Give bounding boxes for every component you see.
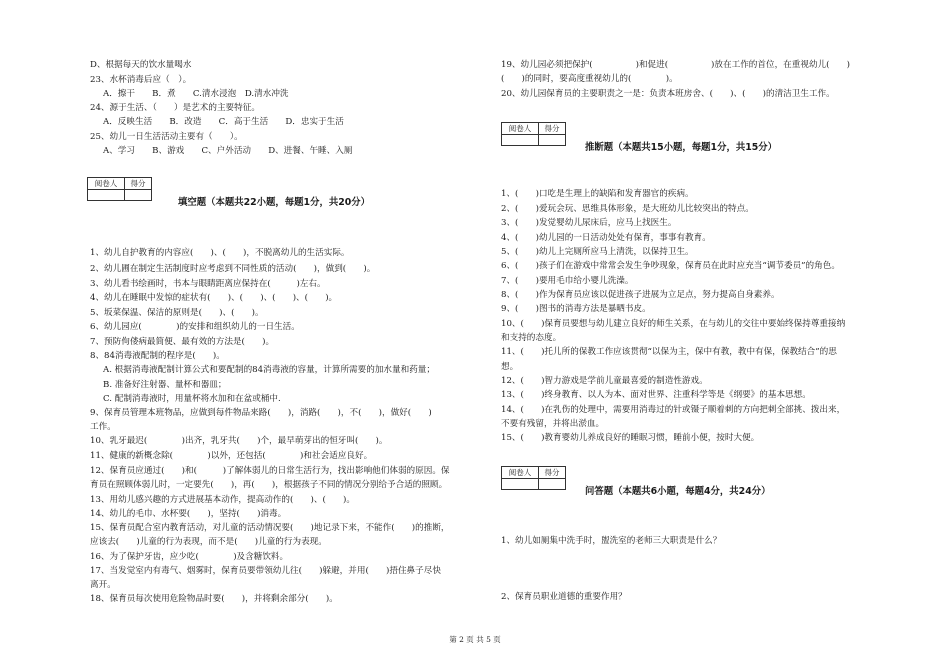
text-line: 1、幼儿自护教育的内容应( )、( )，不脱离幼儿的生活实际。 <box>90 248 350 258</box>
text-line: B. 准备好注射器、量杯和器皿； <box>103 380 227 390</box>
text-line: 12、( )智力游戏是学前儿童最喜爱的制造性游戏。 <box>501 376 708 386</box>
grader-label: 阅卷人 <box>88 178 125 190</box>
text-line: 2、保育员职业道德的重要作用？ <box>501 592 627 602</box>
score-cell <box>539 135 566 146</box>
score-label: 得分 <box>539 467 566 479</box>
score-box-fill <box>87 177 152 201</box>
score-label: 得分 <box>539 123 566 135</box>
text-line: 不要有残留，并将出淤血。 <box>501 419 605 429</box>
text-line: 12、保育员应通过( )和( )了解体弱儿的日常生活行为，找出影响他们体弱的原因。保 <box>90 466 450 476</box>
section-title-qa: 问答题（本题共6小题，每题4分，共24分） <box>585 486 771 497</box>
text-line: 25、幼儿一日生活活动主要有（ ）。 <box>90 132 243 142</box>
section-title-fill: 填空题（本题共22小题，每题1分，共20分） <box>178 197 370 208</box>
text-line: 应该去( )儿童的行为表现，而不是( )儿童的行为表现。 <box>90 537 327 547</box>
text-line: 16、为了保护牙齿，应少吃( )及含糖饮料。 <box>90 552 289 562</box>
text-line: 2、幼儿圃在制定生活制度时应考虑到不同性质的活动( )，做到( )。 <box>90 264 376 274</box>
text-line: 7、预防佝偻病最简便、最有效的方法是( )。 <box>90 337 275 347</box>
text-line: 11、健康的新概念除( )以外，还包括( )和社会适应良好。 <box>90 451 373 461</box>
text-line: 6、幼儿园应( )的安排和组织幼儿的一日生活。 <box>90 322 300 332</box>
text-line: A、学习 B、游戏 C、户外活动 D、进餐、午睡、入厕 <box>103 146 353 156</box>
text-line: 23、水杯消毒后应（ ）。 <box>90 75 192 85</box>
text-line: 工作。 <box>90 422 116 432</box>
text-line: 14、( )在乳伤的处理中，需要用消毒过的针或镊子顺着刺的方向把刺全部挑、拨出来， <box>501 405 846 415</box>
text-line: 4、( )幼儿园的一日活动处处有保育，事事有教育。 <box>501 233 711 243</box>
score-cell <box>539 479 566 490</box>
score-label: 得分 <box>125 178 152 190</box>
text-line: 9、( )图书的消毒方法是暴晒书皮。 <box>501 304 651 314</box>
text-line: 15、保育员配合室内教育活动，对儿童的活动情况要( )地记录下来，不能作( )的推断， <box>90 523 450 533</box>
text-line: 18、保育员每次使用危险物品时要( )，并将剩余部分( )。 <box>90 594 338 604</box>
score-cell <box>125 190 152 201</box>
text-line: 10、乳牙最迟( )出齐，乳牙共( )个，最早萌芽出的恒牙叫( )。 <box>90 436 388 446</box>
text-line: 9、保育员管理本班物品，应做到每件物品来路( )，消路( )，不( )，做好( ) <box>90 408 432 418</box>
grader-label: 阅卷人 <box>502 467 539 479</box>
text-line: 19、幼儿园必须把保护( )和促进( )放在工作的首位，在重视幼儿( ) <box>501 60 851 70</box>
grader-label: 阅卷人 <box>502 123 539 135</box>
grader-cell <box>502 479 539 490</box>
text-line: 2、( )爱玩会玩、思维具体形象，是大班幼儿比较突出的特点。 <box>501 204 754 214</box>
score-box-judge <box>501 122 566 146</box>
score-box-qa <box>501 466 566 490</box>
text-line: 13、用幼儿感兴趣的方式进展基本动作，提高动作的( )、( )。 <box>90 495 355 505</box>
text-line: 24、源于生活、（ ）是艺术的主要特征。 <box>90 103 260 113</box>
text-line: 17、当发觉室内有毒气、烟雾时，保育员要带领幼儿往( )躲避，并用( )捂住鼻子尽快 <box>90 566 441 576</box>
text-line: A. 根据消毒液配制计算公式和要配制的84消毒液的容量，计算所需要的加水量和药量； <box>103 365 435 375</box>
text-line: 15、( )教育婴幼儿养成良好的睡眠习惯，睡前小便，按时大便。 <box>501 433 760 443</box>
text-line: 6、( )孩子们在游戏中常常会发生争吵现象，保育员在此时应充当“调节委员”的角色。 <box>501 261 840 271</box>
text-line: 14、幼儿的毛巾、水杯要( )，坚持( )消毒。 <box>90 509 287 519</box>
text-line: A．反映生活 B．改造 C．高于生活 D．忠实于生活 <box>103 117 344 127</box>
section-title-judge: 推断题（本题共15小题，每题1分，共15分） <box>585 142 777 153</box>
text-line: 想。 <box>501 362 519 372</box>
text-line: 11、( )托儿所的保教工作应该贯彻“以保为主，保中有教，教中有保，保教结合”的思 <box>501 347 837 357</box>
text-line: C. 配制消毒液时，用量杯将水加和在盆或桶中. <box>103 394 281 404</box>
grader-cell <box>88 190 125 201</box>
text-line: 1、幼儿如厕集中洗手时，盥洗室的老师三大职责是什么？ <box>501 536 722 546</box>
text-line: 4、幼儿在睡眠中发惊的症状有( )、( )、( )、( )。 <box>90 293 338 303</box>
text-line: 8、84消毒液配制的程序是( )。 <box>90 351 225 361</box>
text-line: 离开。 <box>90 580 116 590</box>
text-line: 5、( )幼儿上完厕所应马上清洗，以保持卫生。 <box>501 247 694 257</box>
text-line: 3、( )发觉婴幼儿尿床后，应马上找医生。 <box>501 218 677 228</box>
text-line: 5、坂菜保温、保洁的原则是( )、( )。 <box>90 308 264 318</box>
text-line: 10、( )保育员要想与幼儿建立良好的师生关系，在与幼儿的交往中要始终保持尊重接纳 <box>501 319 846 329</box>
text-line: D、根据每天的饮水量喝水 <box>90 60 192 70</box>
text-line: 3、幼儿看书绘画时，书本与眼睛距离应保持在( )左右。 <box>90 279 326 289</box>
text-line: 1、( )口吃是生理上的缺陷和发育器官的疾病。 <box>501 189 694 199</box>
text-line: 7、( )要用毛巾给小婴儿洗澡。 <box>501 276 634 286</box>
page-footer: 第 2 页 共 5 页 <box>449 635 501 644</box>
text-line: 8、( )作为保育员应该以促进孩子进展为立足点，努力提高自身素养。 <box>501 290 780 300</box>
grader-cell <box>502 135 539 146</box>
text-line: 20、幼儿园保育员的主要职责之一是：负责本班房舍、( )、( )的清洁卫生工作。 <box>501 89 835 99</box>
text-line: 育员在照顾体弱儿时，一定要先( )，再( )，根据孩子不同的情况分别给予合适的照顾。 <box>90 480 448 490</box>
text-line: 13、( )终身教育、以人为本、面对世界、注重科学等是《纲要》的基本思想。 <box>501 390 811 400</box>
text-line: 和支持的态度。 <box>501 333 562 343</box>
text-line: ( )的同时，要高度重视幼儿的( )。 <box>501 74 678 84</box>
text-line: A．擦干 B．煮 C.清水浸泡 D.清水冲洗 <box>103 89 289 99</box>
